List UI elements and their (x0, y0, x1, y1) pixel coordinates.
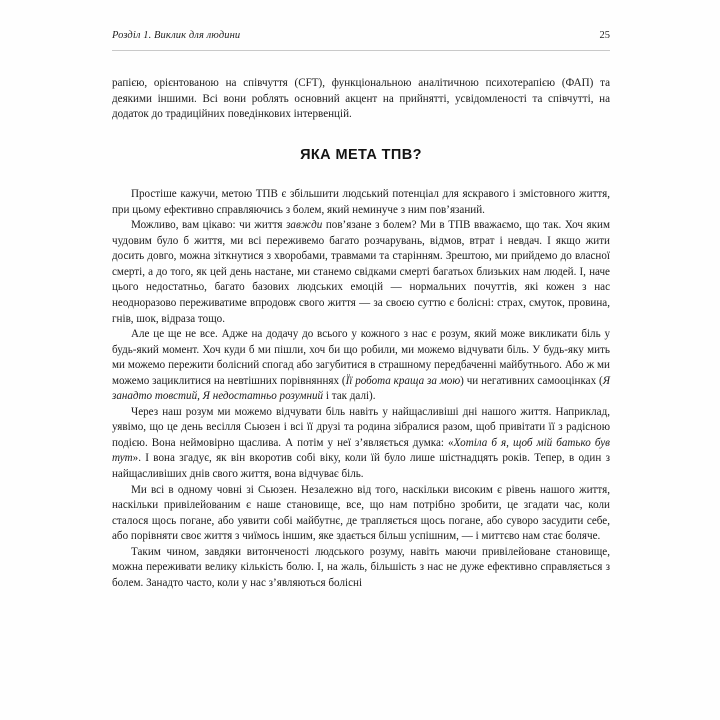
spacer-below-heading (112, 162, 610, 187)
paragraph-text: Можливо, вам цікаво: чи життя (131, 219, 287, 232)
paragraph (112, 218, 610, 327)
paragraph-text: Ми всі в одному човні зі Сьюзен. Незалежно від того, наскільки високим є рівень нашого життя, наскільки привілейованим є наше становище, все, що нам потрібно зробити, це згадати час, коли сталося щось погане, або уявити собі майбутнє, де трапляється щось погане, або суворо засудити себе, або порівняти своє життя з чиїмось іншим, яке здається більш успішним, — і миттєво нам стає боляче. (112, 483, 610, 543)
paragraph (112, 327, 610, 405)
paragraph (112, 187, 610, 218)
emphasis-text: Хотіла б я, щоб мій батько був тут (112, 436, 610, 465)
paragraph-continuation (112, 76, 610, 123)
header-divider-rule (112, 50, 610, 51)
body-text-column (112, 76, 610, 591)
paragraph-text: Через наш розум ми можемо відчувати біль навіть у найщасливіші дні нашого життя. Наприклад, уявімо, що це день весілля Сьюзен і всі її друзі та родина зібралися разом, щоб привітати її з радісною подією. Вона неймовірно щаслива. А потім у неї з’являється думка: « (112, 405, 610, 449)
paragraph (112, 405, 610, 483)
paragraph-text: і так далі). (323, 390, 376, 403)
spacer-above-heading (112, 123, 610, 148)
paragraph-text: рапією, орієнтованою на співчуття (CFT), функціональною аналітичною психотерапією (ФАП) та деякими іншими. Всі вони роблять основний акцент на прийнятті, усвідомленості та співчутті, на додаток до традиційних поведінкових інтервенцій. (112, 77, 610, 121)
running-head-chapter-title: Розділ 1. Виклик для людини (112, 30, 241, 41)
paragraph-text: Але це ще не все. Адже на додачу до всього у кожного з нас є розум, який може викликати біль у будь-який момент. Хоч куди б ми пішли, хоч би що робили, ми можемо відчувати біль. У будь-яку мить ми можемо пережити болісний спогад або загубитися в страшному передбаченні майбутнього. Або ж ми можемо зациклитися на невтішних порівняннях ( (112, 328, 610, 387)
paragraph-text: ) чи негативних самооцінках ( (460, 374, 603, 387)
paragraph (112, 545, 610, 592)
paragraph-text: Таким чином, завдяки витонченості людського розуму, навіть маючи привілейоване становище, можна переживати велику кількість болю. І, на жаль, більшість з нас не дуже ефективно справляється з болем. Занадто часто, коли у нас з’являються болісні (112, 545, 610, 589)
running-head (112, 30, 610, 41)
paragraph (112, 483, 610, 545)
section-heading: ЯКА МЕТА ТПВ? (300, 146, 422, 163)
emphasis-text: завжди (286, 219, 323, 232)
paragraph-text: Простіше кажучи, метою ТПВ є збільшити людський потенціал для яскравого і змістовного життя, при цьому ефективно справляючись з болем, який неминуче з ним пов’язаний. (112, 188, 610, 216)
page-number: 25 (599, 30, 610, 41)
paragraph-text: пов’язане з болем? Ми в ТПВ вважаємо, що так. Хоч яким чудовим було б життя, ми всі переживемо багато розчарувань, відмов, втрат і невдач. І якщо жити досить довго, можна зіткнутися з хворобами, травмами та старінням. Зрештою, ми прийдемо до власної смерті, а до того, як цей день настане, ми станемо свідками смерті багатьох близьких нам людей. І, наче цього недостатньо, багато базових людських емоцій — нормальних почуттів, які кожен з нас неодноразово переживатиме впродовж свого життя — за своєю суттю є болісні: страх, смуток, провина, гнів, шок, відраза тощо. (112, 219, 610, 325)
emphasis-text: Я занадто товстий, Я недостатньо розумний (112, 374, 610, 403)
emphasis-text: Її робота краща за мою (345, 374, 461, 387)
paragraph-text: ». І вона згадує, як він вкоротив собі віку, коли їй було лише шістнадцять років. Тепер, в один з найщасливіших днів свого життя, вона відчуває біль. (112, 452, 610, 480)
